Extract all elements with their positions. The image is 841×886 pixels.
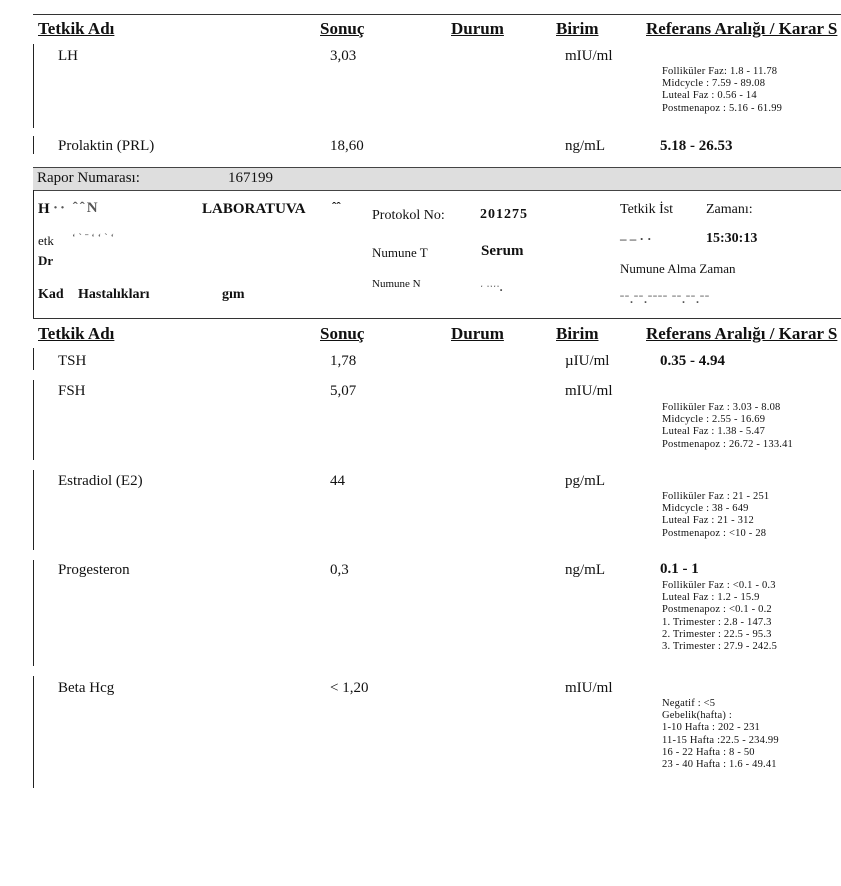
request-time-label: Tetkik İst <box>620 202 674 217</box>
test-name: Beta Hcg <box>58 680 115 696</box>
header-test-name: Tetkik Adı <box>38 19 115 38</box>
department-suffix: gım <box>222 287 245 302</box>
redacted-mark: ˉˉ.ˉˉ.ˉˉˉˉ ˉˉ.ˉˉ.ˉˉ <box>620 292 710 306</box>
reference-line: Postmenapoz : 26.72 - 133.41 <box>662 438 794 450</box>
test-unit: ng/mL <box>565 562 605 578</box>
sample-type-value: Serum <box>481 243 524 259</box>
report-number-value: 167199 <box>228 170 273 186</box>
row-divider <box>33 380 34 460</box>
row-divider <box>33 348 34 370</box>
test-unit: µIU/ml <box>565 353 610 369</box>
protocol-label: Protokol No: <box>372 208 445 223</box>
header-status: Durum <box>451 19 504 38</box>
reference-line: 1-10 Hafta : 202 - 231 <box>662 722 761 734</box>
block-left-border <box>33 190 34 318</box>
reference-line: Folliküler Faz : 21 - 251 <box>662 491 770 502</box>
reference-line: Midcycle : 2.55 - 16.69 <box>662 414 766 426</box>
test-name: Estradiol (E2) <box>58 473 143 489</box>
redacted-mark: ˆˆ <box>332 199 341 214</box>
reference-lines <box>662 402 793 451</box>
sample-time-label: Numune Alma Zaman <box>620 261 736 276</box>
reference-line: 23 - 40 Hafta : 1.6 - 49.41 <box>662 759 777 771</box>
top-rule <box>33 14 841 15</box>
reference-line: Postmenapoz : <10 - 28 <box>662 527 767 539</box>
row-divider <box>33 470 34 550</box>
request-time-suffix: Zamanı: <box>706 202 753 217</box>
reference-lines <box>662 491 769 540</box>
department-text: Hastalıkları <box>78 287 150 302</box>
row-divider <box>33 676 34 788</box>
reference-range: 0.1 - 1 <box>660 561 699 577</box>
row-divider <box>33 560 34 666</box>
test-unit: mIU/ml <box>565 680 613 696</box>
test-result: 5,07 <box>330 383 357 399</box>
reference-line: Gebelik(hafta) : <box>662 710 732 722</box>
header-reference: Referans Aralığı / Karar S <box>646 19 838 38</box>
requester-line: etk <box>38 233 54 248</box>
reference-lines <box>662 698 779 771</box>
reference-line: Midcycle : 7.59 - 89.08 <box>662 78 766 90</box>
reference-line: Luteal Faz : 0.56 - 14 <box>662 90 757 102</box>
test-unit: pg/mL <box>565 473 605 489</box>
row-divider <box>33 44 34 128</box>
redacted-mark: – – · · <box>620 231 652 246</box>
sample-no-label: Numune N <box>372 278 421 290</box>
lab-prefix: H <box>38 201 50 217</box>
header-reference: Referans Aralığı / Karar S <box>646 324 838 343</box>
reference-line: Negatif : <5 <box>662 698 716 709</box>
test-result: 0,3 <box>330 562 349 578</box>
department-prefix: Kad <box>38 287 64 302</box>
reference-range: 0.35 - 4.94 <box>660 353 725 369</box>
reference-line: Folliküler Faz : <0.1 - 0.3 <box>662 580 776 591</box>
reference-line: 3. Trimester : 27.9 - 242.5 <box>662 641 778 653</box>
redacted-mark: ʻ ˋ ˉ ʻ ʻ ˋ ʻ <box>72 232 115 244</box>
report-number-bar <box>33 167 841 191</box>
reference-line: 16 - 22 Hafta : 8 - 50 <box>662 746 755 758</box>
reference-line: 11-15 Hafta :22.5 - 234.99 <box>662 734 779 746</box>
reference-line: Luteal Faz : 1.38 - 5.47 <box>662 426 766 438</box>
sample-type-label: Numune T <box>372 245 428 260</box>
reference-line: Postmenapoz : 5.16 - 61.99 <box>662 102 783 114</box>
reference-lines <box>662 66 782 115</box>
request-time-value: 15:30:13 <box>706 231 758 246</box>
test-result: 3,03 <box>330 48 357 64</box>
test-unit: ng/mL <box>565 138 605 154</box>
header-unit: Birim <box>556 324 599 343</box>
reference-line: Folliküler Faz : 3.03 - 8.08 <box>662 402 781 413</box>
row-divider <box>33 136 34 154</box>
reference-line: 1. Trimester : 2.8 - 147.3 <box>662 616 772 628</box>
doctor-line: Dr <box>38 253 54 268</box>
redacted-mark: ˑ ˑˑˑˑ. <box>480 280 503 294</box>
reference-line: Luteal Faz : 1.2 - 15.9 <box>662 592 760 604</box>
report-number-label: Rapor Numarası: <box>37 170 140 186</box>
test-result: < 1,20 <box>330 680 369 696</box>
reference-line: Luteal Faz : 21 - 312 <box>662 515 754 527</box>
section2-top-rule <box>33 318 841 319</box>
reference-range: 5.18 - 26.53 <box>660 138 733 154</box>
header-test-name: Tetkik Adı <box>38 324 115 343</box>
redacted-mark: ·· ˆˆN <box>53 200 100 216</box>
reference-line: Midcycle : 38 - 649 <box>662 503 749 515</box>
test-unit: mIU/ml <box>565 383 613 399</box>
test-result: 18,60 <box>330 138 364 154</box>
test-name: Progesteron <box>58 562 130 578</box>
test-result: 44 <box>330 473 345 489</box>
test-name: FSH <box>58 383 86 399</box>
reference-line: Folliküler Faz: 1.8 - 11.78 <box>662 66 778 77</box>
reference-line: 2. Trimester : 22.5 - 95.3 <box>662 628 772 640</box>
test-result: 1,78 <box>330 353 357 369</box>
reference-lines <box>662 580 777 653</box>
lab-name: LABORATUVA <box>202 201 306 217</box>
header-status: Durum <box>451 324 504 343</box>
test-name: Prolaktin (PRL) <box>58 138 155 154</box>
test-unit: mIU/ml <box>565 48 613 64</box>
header-unit: Birim <box>556 19 599 38</box>
header-result: Sonuç <box>320 19 365 38</box>
reference-line: Postmenapoz : <0.1 - 0.2 <box>662 604 772 616</box>
protocol-value: 201275 <box>480 207 528 222</box>
test-name: TSH <box>58 353 87 369</box>
header-result: Sonuç <box>320 324 365 343</box>
test-name: LH <box>58 48 78 64</box>
